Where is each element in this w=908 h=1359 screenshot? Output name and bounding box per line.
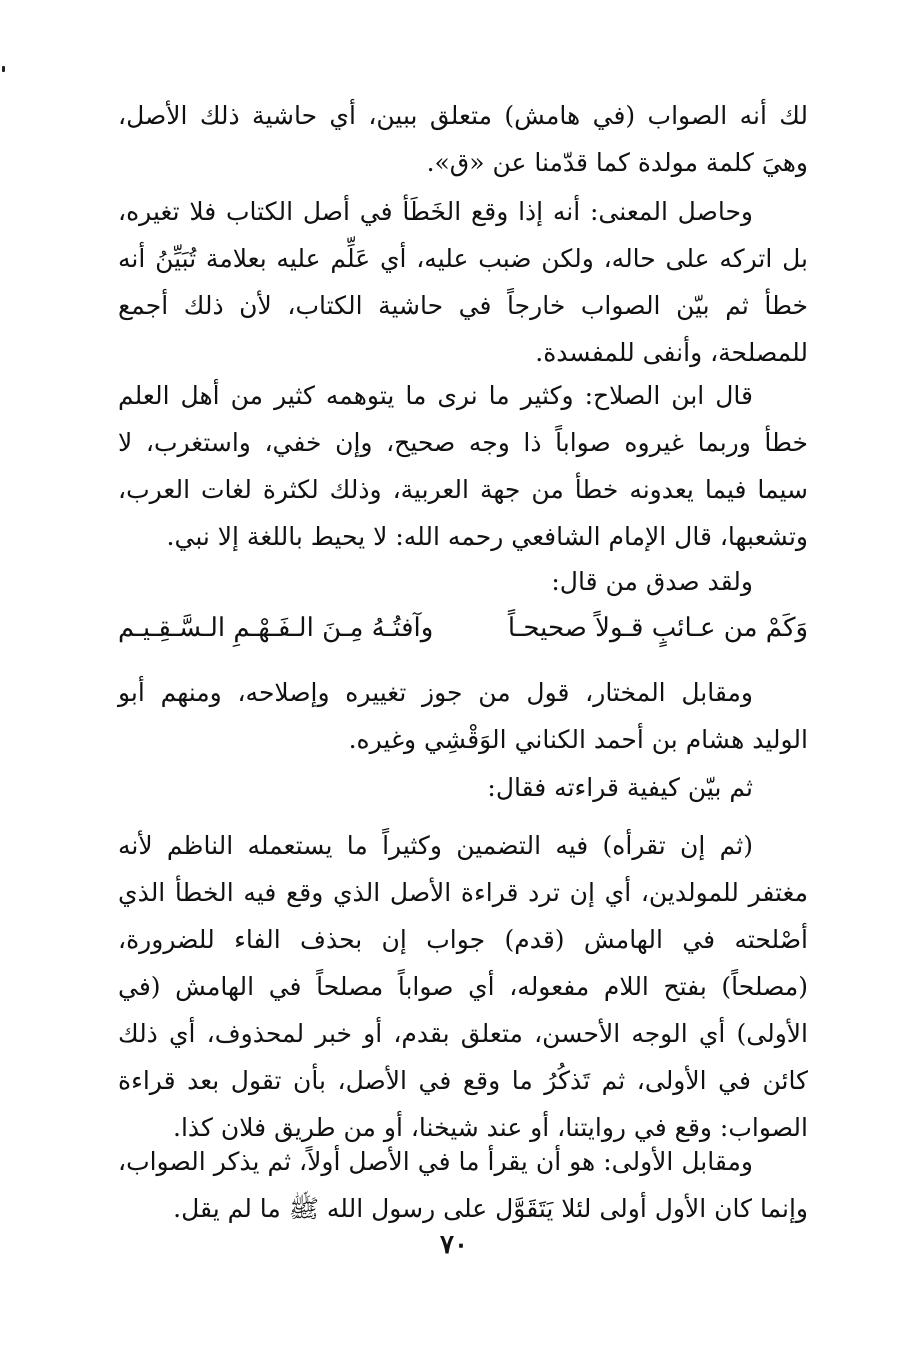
- paragraph-8: ومقابل الأولى: هو أن يقرأ ما في الأصل أولاً، ثم يذكر الصواب، وإنما كان الأول أولى لئلا يَتَقَوَّل على رسول الله ﷺ ما لم يقل.: [118, 1147, 808, 1223]
- paragraph-3-container: [118, 372, 808, 560]
- paragraph-4-container: [118, 558, 808, 605]
- poetry-verse: [118, 605, 808, 652]
- paragraph-2: وحاصل المعنى: أنه إذا وقع الخَطَأ في أصل الكتاب فلا تغيره، بل اتركه على حاله، ولكن ضبب عليه، أي عَلِّم عليه بعلامة تُبَيِّنُ أنه خطأ ثم بيّن الصواب خارجاً في حاشية الكتاب، لأن ذلك أجمع للمصلحة، وأنفى للمفسدة.: [118, 197, 808, 367]
- paragraph-1-container: [118, 92, 808, 186]
- verse-first-hemistich: وَكَمْ من عـائبٍ قـولاً صحيحـاً: [507, 613, 808, 643]
- margin-mark: [2, 66, 5, 72]
- paragraph-8-container: [118, 1138, 808, 1232]
- paragraph-6: ثم بيّن كيفية قراءته فقال:: [487, 773, 753, 802]
- verse-second-hemistich: وآفتُـهُ مِـنَ الـفَـهْـمِ الـسَّـقِـيـم: [118, 613, 434, 643]
- paragraph-2-container: [118, 188, 808, 376]
- paragraph-5-container: [118, 669, 808, 763]
- paragraph-7-container: [118, 822, 808, 1151]
- paragraph-7: (ثم إن تقرأه) فيه التضمين وكثيراً ما يستعمله الناظم لأنه مغتفر للمولدين، أي إن ترد قراءة الأصل الذي وقع فيه الخطأ الذي أصْلحته في الهامش (قدم) جواب إن بحذف الفاء للضرورة، (مصلحاً) بفتح اللام مفعوله، أي صواباً مصلحاً في الهامش (في الأولى) أي الوجه الأحسن، متعلق بقدم، أو خبر لمحذوف، أي ذلك كائن في الأولى، ثم تَذكُرُ ما وقع في الأصل، بأن تقول بعد قراءة الصواب: وقع في روايتنا، أو عند شيخنا، أو من طريق فلان كذا.: [118, 831, 808, 1142]
- verse-intro: ولقد صدق من قال:: [551, 567, 753, 596]
- paragraph-6-container: [118, 764, 808, 811]
- paragraph-1: لك أنه الصواب (في هامش) متعلق ببين، أي حاشية ذلك الأصل، وهيَ كلمة مولدة كما قدّمنا عن «ق».: [118, 101, 808, 177]
- paragraph-3: قال ابن الصلاح: وكثير ما نرى ما يتوهمه كثير من أهل العلم خطأ وربما غيروه صواباً ذا وجه صحيح، وإن خفي، واستغرب، لا سيما فيما يعدونه خطأ من جهة العربية، وذلك لكثرة لغات العرب، وتشعبها، قال الإمام الشافعي رحمه الله: لا يحيط باللغة إلا نبي.: [118, 381, 808, 551]
- page-number: ٧٠: [440, 1230, 468, 1260]
- paragraph-5: ومقابل المختار، قول من جوز تغييره وإصلاحه، ومنهم أبو الوليد هشام بن أحمد الكناني الوَقْشِي وغيره.: [118, 678, 808, 754]
